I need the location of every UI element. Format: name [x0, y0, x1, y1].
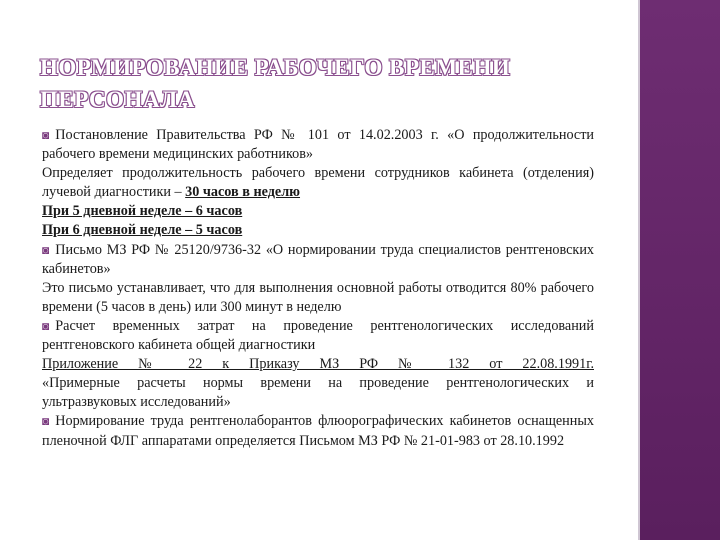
- accent-band: [640, 0, 720, 540]
- item-text: Нормирование труда рентгенолаборантов флюорографических кабинетов оснащенных пленочной ФЛГ аппаратами определяется Письмом МЗ РФ № 21-01-983 от 28.10.1992: [42, 413, 594, 449]
- appendix-link[interactable]: Приложение № 22 к Приказу МЗ РФ № 132 от 22.08.1991г.: [42, 356, 594, 373]
- circle-bullet-icon: ◙: [42, 318, 50, 333]
- item-calculation: [42, 317, 594, 355]
- circle-bullet-icon: ◙: [42, 242, 50, 257]
- item-text: Постановление Правительства РФ № 101 от 14.02.2003 г. «О продолжительности рабочего времени медицинских работников»: [42, 127, 594, 163]
- slide-title: НОРМИРОВАНИЕ РАБОЧЕГО ВРЕМЕНИ ПЕРСОНАЛА: [40, 55, 511, 112]
- item-letter: [42, 241, 594, 279]
- six-day-week-text: При 6 дневной неделе – 5 часов: [42, 222, 243, 239]
- circle-bullet-icon: ◙: [42, 128, 50, 142]
- item-five-day: [42, 202, 594, 221]
- item-appendix-link: [42, 355, 594, 374]
- item-letter-details: [42, 279, 594, 317]
- item-text: Письмо МЗ РФ № 25120/9736-32 «О нормировании труда специалистов рентгеновских кабинетов»: [42, 241, 594, 277]
- item-text: Расчет временных затрат на проведение рентгенологических исследований рентгеновского кабинета общей диагностики: [42, 317, 594, 354]
- item-resolution: [42, 126, 594, 164]
- item-appendix-title: [42, 374, 594, 412]
- slide-body: [42, 126, 594, 451]
- item-fluorography: [42, 412, 594, 450]
- circle-bullet-icon: ◙: [42, 414, 50, 429]
- item-text: Это письмо устанавливает, что для выполнения основной работы отводится 80% рабочего времени (5 часов в день) или 300 минут в неделю: [42, 279, 594, 315]
- hours-highlight: 30 часов в неделю: [185, 184, 301, 201]
- item-six-day: [42, 221, 594, 240]
- item-text: Определяет продолжительность рабочего времени сотрудников кабинета (отделения) лучевой диагностики –: [42, 165, 594, 201]
- item-text: «Примерные расчеты нормы времени на проведение рентгенологических и ультразвуковых исследований»: [42, 375, 594, 411]
- item-duration: [42, 164, 594, 202]
- five-day-week-text: При 5 дневной неделе – 6 часов: [42, 203, 243, 220]
